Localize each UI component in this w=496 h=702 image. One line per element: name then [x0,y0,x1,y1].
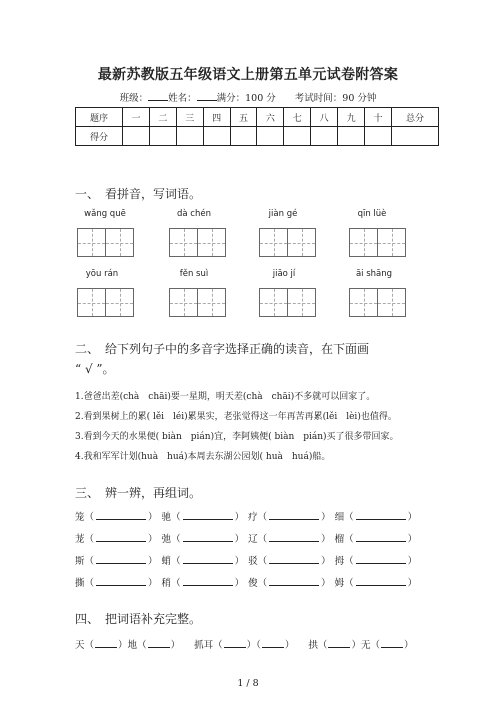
exam-meta [0,90,496,104]
writing-cell[interactable] [77,228,106,257]
writing-cell[interactable] [377,228,406,257]
score-cell[interactable] [311,127,338,146]
sentence-line: 4.我和军军计划(huà huá)本周去东湖公园划( huà huá)船。 [75,452,331,462]
answer-blank[interactable] [269,576,319,586]
answer-blank[interactable] [269,510,319,520]
writing-cell[interactable] [77,288,106,317]
score-cell[interactable] [257,127,284,146]
score-cell[interactable] [284,127,311,146]
writing-cell[interactable] [259,228,288,257]
header-cell: 总分 [392,108,439,127]
sentence-line: 1.爸爸出差(chà chāi)要一星期，明天差(chà chāi)不多就可以回家了。 [75,392,376,402]
writing-cell[interactable] [349,228,378,257]
sentence-line: 3.看到今天的水果便( biàn pián)宜，李阿姨便( biàn pián)买了很多带回家。 [75,432,399,442]
char: 撕 [75,578,85,589]
score-cell[interactable] [149,127,176,146]
idiom-blank[interactable] [148,638,170,648]
word-group-row: 茏 （ ） 弛 （ ） 辽 （ ） 榴 （ ） [75,531,421,545]
section-3-heading: 三、 辨一辨，再组词。 [75,486,202,500]
pinyin-label: jiāo jí [272,269,296,279]
score-cell[interactable] [392,127,439,146]
writing-box-pair[interactable] [349,228,405,257]
pinyin-label: fěn suì [179,269,209,279]
writing-cell[interactable] [105,288,134,317]
char: 斯 [75,556,85,567]
score-table [75,107,439,146]
answer-blank[interactable] [183,532,233,542]
answer-blank[interactable] [183,576,233,586]
writing-cell[interactable] [197,288,226,317]
char: 稍 [161,578,172,589]
class-label: 班级： [119,93,149,104]
answer-blank[interactable] [356,510,406,520]
writing-cell[interactable] [287,288,316,317]
char: 笼 [75,512,85,523]
score-header-row [76,108,439,127]
writing-cell[interactable] [169,228,198,257]
char: 驳 [248,556,258,567]
char: 俊 [248,578,258,589]
header-cell: 七 [284,108,311,127]
score-cell[interactable] [123,127,150,146]
name-label: 姓名： [168,93,197,104]
char: 榴 [334,534,345,545]
score-cell[interactable] [338,127,365,146]
header-cell: 九 [338,108,365,127]
answer-blank[interactable] [96,510,146,520]
header-cell: 二 [149,108,176,127]
answer-blank[interactable] [96,554,146,564]
idiom-blank[interactable] [328,638,350,648]
idiom-char: 抓耳 [194,640,214,651]
char: 弛 [161,534,172,545]
word-group-row: 笼 （ ） 驰 （ ） 疗 （ ） 细 （ ） [75,509,421,523]
writing-box-pair[interactable] [77,288,133,317]
section-4-heading: 四、 把词语补充完整。 [75,612,202,626]
writing-box-pair[interactable] [259,288,315,317]
header-cell: 八 [311,108,338,127]
class-blank [148,92,168,101]
header-cell: 六 [257,108,284,127]
header-cell: 五 [230,108,257,127]
char: 姆 [334,578,345,589]
score-row [76,127,439,146]
writing-cell[interactable] [349,288,378,317]
idiom-char: 拱 [308,640,318,651]
exam-time: 考试时间：90 分钟 [294,93,377,104]
answer-blank[interactable] [96,532,146,542]
idiom-blank[interactable] [381,638,403,648]
pinyin-label: wǎng quē [84,209,126,219]
word-group-row: 斯 （ ） 蛸 （ ） 驳 （ ） 拇 （ ） [75,553,421,567]
section-2-heading-cont: “ √ ”。 [75,362,115,376]
answer-blank[interactable] [269,532,319,542]
exam-title: 最新苏教版五年级语文上册第五单元试卷附答案 [97,67,399,83]
writing-box-pair[interactable] [259,228,315,257]
pinyin-label: jiàn gé [268,209,298,219]
writing-box-pair[interactable] [77,228,133,257]
answer-blank[interactable] [356,576,406,586]
answer-blank[interactable] [356,554,406,564]
score-cell[interactable] [365,127,392,146]
page-number: 1 / 8 [237,678,259,689]
idiom-char: 无 [360,640,371,651]
header-cell: 题序 [76,108,123,127]
full-score: 满分：100 分 [216,93,276,104]
writing-cell[interactable] [377,288,406,317]
sentence-line: 2.看到果树上的累( lěi léi)累果实，老张觉得这一年再苦再累(lěi lèi)也值得。 [75,412,397,422]
header-cell: 十 [365,108,392,127]
answer-blank[interactable] [183,510,233,520]
idiom-blank[interactable] [95,638,117,648]
pinyin-label: dà chén [177,209,211,219]
char: 拇 [334,556,345,567]
char: 蛸 [161,556,172,567]
idiom-blank[interactable] [224,638,246,648]
writing-box-pair[interactable] [169,228,225,257]
char: 驰 [161,512,172,523]
writing-box-pair[interactable] [169,288,225,317]
answer-blank[interactable] [183,554,233,564]
header-cell: 四 [203,108,230,127]
header-cell: 三 [176,108,203,127]
writing-box-pair[interactable] [349,288,405,317]
writing-cell[interactable] [197,228,226,257]
pinyin-label: yōu rán [85,269,119,279]
char: 细 [334,512,345,523]
section-1-heading: 一、 看拼音，写词语。 [75,187,202,201]
score-cell[interactable] [176,127,203,146]
writing-cell[interactable] [287,228,316,257]
writing-cell[interactable] [105,228,134,257]
pinyin-label: āi shāng [355,269,393,279]
score-cell[interactable] [230,127,257,146]
char: 疗 [248,512,258,523]
idiom-row: 天 （ ） 地 （ ） 抓耳 （ ）（ ） 拱 （ ） 无 （ ） [75,637,418,651]
idiom-char: 天 [75,640,85,651]
char: 茏 [75,534,85,545]
header-cell: 一 [123,108,150,127]
word-group-row: 撕 （ ） 稍 （ ） 俊 （ ） 姆 （ ） [75,575,421,589]
score-cell[interactable] [203,127,230,146]
answer-blank[interactable] [96,576,146,586]
idiom-blank[interactable] [262,638,284,648]
answer-blank[interactable] [269,554,319,564]
section-2-heading: 二、 给下列句子中的多音字选择正确的读音，在下面画 [75,342,370,356]
writing-cell[interactable] [169,288,198,317]
score-row-label: 得分 [76,127,123,146]
char: 辽 [248,534,258,545]
answer-blank[interactable] [356,532,406,542]
idiom-char: 地 [127,640,138,651]
writing-cell[interactable] [259,288,288,317]
name-blank [197,92,217,101]
pinyin-label: qīn lüè [357,209,387,219]
